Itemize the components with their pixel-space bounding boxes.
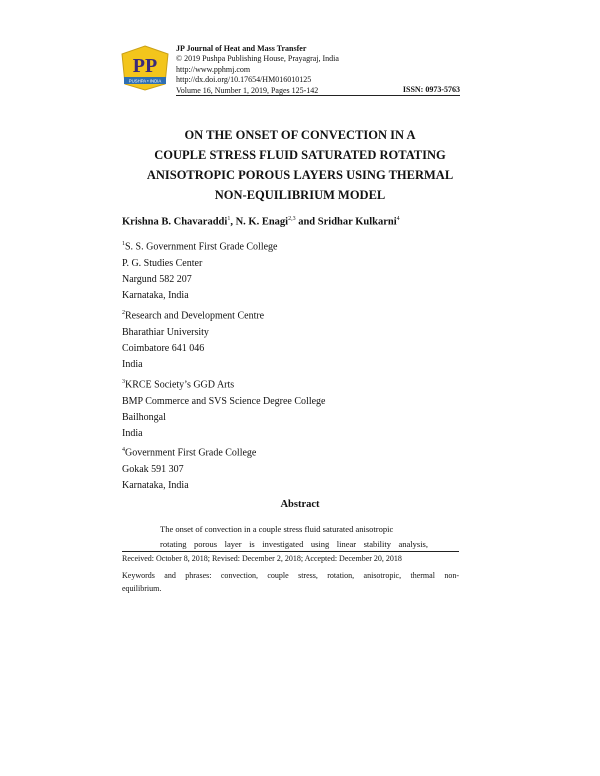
- author-affiliation-mark: 4: [396, 216, 400, 222]
- affiliation-line: Government First Grade College: [125, 447, 257, 459]
- header-divider: [176, 95, 460, 96]
- received-dates: Received: October 8, 2018; Revised: December 2, 2018; Accepted: December 20, 2018: [122, 554, 402, 563]
- affiliation-mark: 2: [122, 310, 125, 316]
- affiliation-line: P. G. Studies Center: [122, 257, 203, 269]
- affiliation-mark: 3: [122, 379, 125, 385]
- affiliation-line: S. S. Government First Grade College: [125, 241, 278, 253]
- author-name: N. K. Enagi: [235, 216, 289, 228]
- author-separator: and: [295, 216, 318, 228]
- journal-name: JP Journal of Heat and Mass Transfer: [176, 44, 307, 53]
- logo-ribbon-text: PUSHPA • INDIA: [128, 78, 162, 84]
- doi-link[interactable]: http://dx.doi.org/10.17654/HM016010125: [176, 75, 312, 85]
- affiliation-line: India: [122, 428, 143, 440]
- affiliation-line: Bharathiar University: [122, 326, 209, 338]
- abstract-line: rotating porous layer is investigated using linear stability analysis,: [160, 539, 428, 549]
- title-line: COUPLE STRESS FLUID SATURATED ROTATING: [154, 148, 446, 162]
- affiliation-line: Bailhongal: [122, 411, 166, 423]
- affiliation-mark: 4: [122, 447, 125, 453]
- author-name: Krishna B. Chavaraddi: [122, 216, 228, 228]
- affiliation-block: [122, 236, 277, 305]
- title-line: NON-EQUILIBRIUM MODEL: [214, 188, 386, 202]
- journal-info-block: [176, 44, 339, 96]
- author-affiliation-mark: 2,3: [288, 216, 296, 222]
- affiliation-line: Karnataka, India: [122, 290, 189, 302]
- abstract-heading: Abstract: [280, 499, 320, 510]
- author-name: Sridhar Kulkarni: [317, 216, 397, 228]
- affiliation-mark: 1: [122, 241, 125, 247]
- author-affiliation-mark: 1: [227, 216, 231, 222]
- author-list: [122, 216, 400, 228]
- affiliation-line: India: [122, 359, 143, 371]
- affiliation-line: BMP Commerce and SVS Science Degree College: [122, 395, 326, 407]
- title-line: ON THE ONSET OF CONVECTION IN A: [184, 128, 416, 142]
- title-line: ANISOTROPIC POROUS LAYERS USING THERMAL: [146, 168, 454, 182]
- affiliation-block: [122, 374, 325, 443]
- affiliation-line: Research and Development Centre: [125, 310, 265, 322]
- affiliation-line: Karnataka, India: [122, 479, 189, 491]
- affiliation-line: Nargund 582 207: [122, 273, 192, 285]
- affiliation-block: [122, 442, 256, 494]
- volume-line: Volume 16, Number 1, 2019, Pages 125-142: [176, 85, 319, 95]
- abstract-text: [160, 522, 428, 552]
- website-link[interactable]: http://www.pphmj.com: [176, 64, 251, 74]
- keywords-line: Keywords and phrases: convection, couple stress, rotation, anisotropic, thermal non-: [122, 571, 459, 580]
- paper-title: [100, 125, 500, 205]
- issn-label: ISSN: 0973-5763: [402, 85, 460, 94]
- affiliation-line: KRCE Society’s GGD Arts: [125, 379, 235, 391]
- affiliation-line: Gokak 591 307: [122, 463, 184, 475]
- author-separator: ,: [230, 216, 236, 228]
- keywords-line: equilibrium.: [122, 584, 162, 593]
- footnote-divider: [122, 551, 459, 552]
- affiliation-line: Coimbatore 641 046: [122, 342, 205, 354]
- copyright-line: © 2019 Pushpa Publishing House, Prayagraj, India: [176, 54, 339, 64]
- abstract-line: The onset of convection in a couple stress fluid saturated anisotropic: [160, 524, 394, 534]
- pphmj-logo-icon: [121, 45, 169, 91]
- logo-mark-text: PP: [132, 55, 158, 77]
- affiliation-block: [122, 305, 264, 374]
- keywords: [122, 569, 459, 595]
